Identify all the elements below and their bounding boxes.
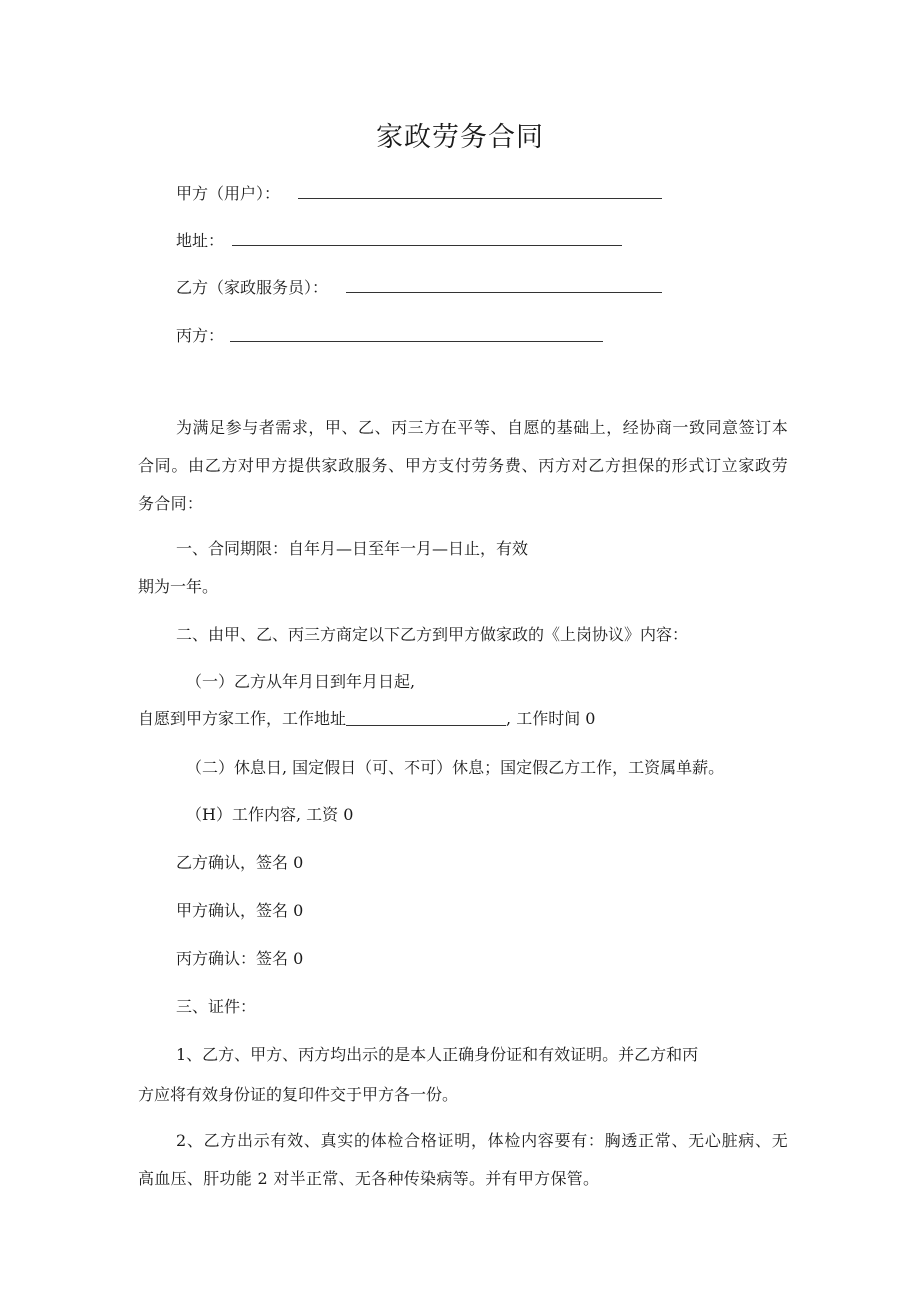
work-time-label: , 工作时间 0 xyxy=(506,709,596,728)
party-b-label: 乙方（家政服务员）： xyxy=(176,278,329,297)
section3-item1-line2: 方应将有效身份证的复印件交于甲方各一份。 xyxy=(138,1085,459,1104)
party-b-field[interactable] xyxy=(346,292,662,293)
section3-item1-line1: 1、乙方、甲方、丙方均出示的是本人正确身份证和有效证明。并乙方和丙 xyxy=(176,1045,699,1064)
section3-heading: 三、证件： xyxy=(176,997,257,1016)
address-field[interactable] xyxy=(232,245,622,246)
section3-item2: 2、乙方出示有效、真实的体检合格证明，体检内容要有：胸透正常、无心脏病、无高血压、肝功能 2 对半正常、无各种传染病等。并有甲方保管。 xyxy=(138,1131,788,1188)
address-label: 地址： xyxy=(176,231,225,250)
party-c-label: 丙方： xyxy=(176,326,225,345)
party-a-label: 甲方（用户）： xyxy=(176,184,281,203)
party-a-confirm: 甲方确认，签名 0 xyxy=(176,901,304,920)
intro-paragraph: 为满足参与者需求，甲、乙、丙三方在平等、自愿的基础上，经协商一致同意签订本合同。由乙方对甲方提供家政服务、甲方支付劳务费、丙方对乙方担保的形式订立家政劳务合同： xyxy=(138,418,788,513)
party-a-field[interactable] xyxy=(298,198,662,199)
work-address-label: 自愿到甲方家工作，工作地址 xyxy=(138,709,347,728)
document-title: 家政劳务合同 xyxy=(376,122,544,153)
section2-item1-line2 xyxy=(138,708,595,730)
section2-item3: （H）工作内容, 工资 0 xyxy=(186,805,354,824)
section2-item1-line1: （一）乙方从年月日到年月日起, xyxy=(186,672,416,691)
party-c-confirm: 丙方确认：签名 0 xyxy=(176,949,304,968)
work-address-field[interactable] xyxy=(346,709,506,726)
section1-line2: 期为一年。 xyxy=(138,577,219,596)
section2-heading: 二、由甲、乙、丙三方商定以下乙方到甲方做家政的《上岗协议》内容： xyxy=(176,625,689,644)
party-c-field[interactable] xyxy=(230,341,603,342)
section2-item2: （二）休息日, 国定假日（可、不可）休息；国定假乙方工作，工资属单薪。 xyxy=(186,758,725,777)
party-b-confirm: 乙方确认，签名 0 xyxy=(176,853,304,872)
section1-line1: 一、合同期限：自年月—日至年一月—日止，有效 xyxy=(176,539,529,558)
